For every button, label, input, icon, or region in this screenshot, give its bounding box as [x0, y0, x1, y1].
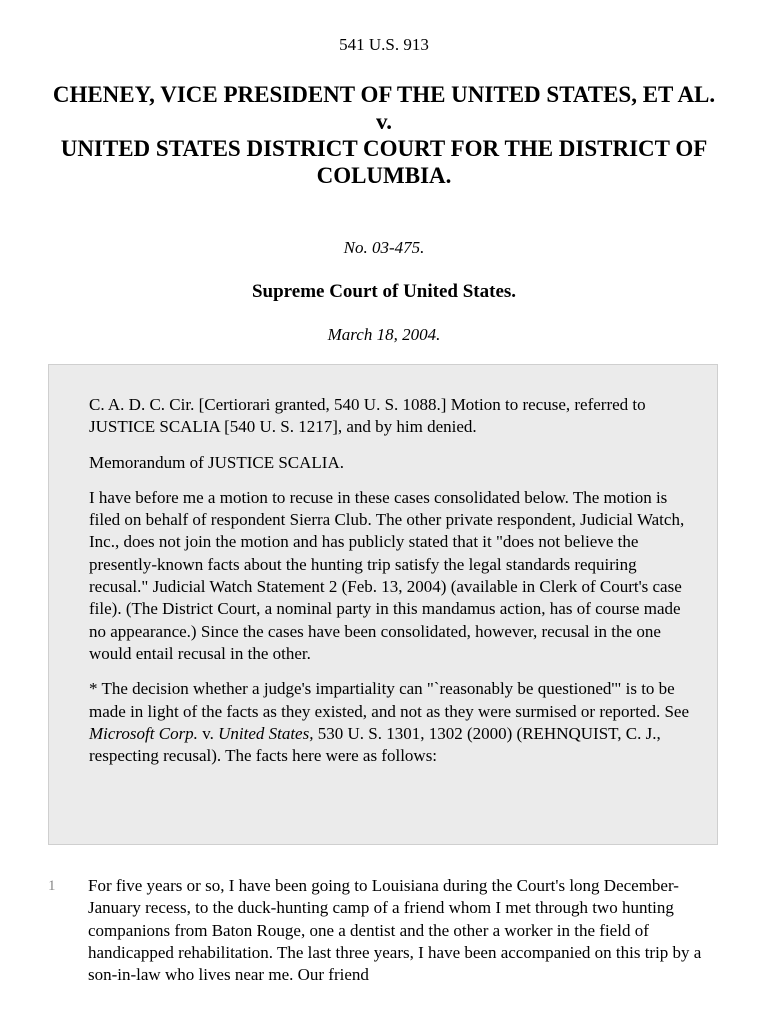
- court-name: Supreme Court of United States.: [251, 281, 517, 302]
- paragraph-number: 1: [48, 878, 56, 894]
- case-title: [40, 81, 728, 189]
- paragraph-text: For five years or so, I have been going to Louisiana during the Court's long December-January recess, to the duck-hunting camp of a friend whom I met through two hunting companions from Baton Rouge, one a dentist and the other a worker in the field of handicapped rehabilitation. The last three years, I have been accompanied on this trip by a son-in-law who lives near me. Our friend: [88, 876, 702, 985]
- case-reference-microsoft: Microsoft Corp.: [89, 723, 198, 743]
- summary-content: [89, 394, 689, 780]
- case-reference-united-states: United States,: [218, 723, 314, 743]
- footnote-text-end: 530 U. S. 1301, 1302 (2000) (REHNQUIST, C. J., respecting recusal). The facts here were as follows:: [89, 723, 661, 766]
- versus-label: v.: [376, 109, 392, 134]
- memorandum-heading: Memorandum of JUSTICE SCALIA.: [89, 452, 344, 472]
- case-citation: 541 U.S. 913: [339, 35, 429, 54]
- footnote-text-start: * The decision whether a judge's impartiality can "`reasonably be questioned'" is to be made in light of the facts as they existed, and not as they were surmised or reported. See: [89, 679, 690, 721]
- decision-date: March 18, 2004.: [327, 325, 441, 344]
- footnote-paragraph: [89, 678, 689, 767]
- summary-box: [48, 364, 718, 845]
- procedural-history: C. A. D. C. Cir. [Certiorari granted, 540 U. S. 1088.] Motion to recuse, referred to JUSTICE SCALIA [540 U. S. 1217], and by him denied.: [89, 395, 646, 437]
- petitioner-name: CHENEY, VICE PRESIDENT OF THE UNITED STATES, ET AL.: [52, 82, 716, 107]
- docket-number: No. 03-475.: [343, 238, 425, 257]
- opening-paragraph: I have before me a motion to recuse in these cases consolidated below. The motion is filed on behalf of respondent Sierra Club. The other private respondent, Judicial Watch, Inc., does not join the motion and has publicly stated that it "does not believe the presently-known facts about the hunting trip satisfy the legal standards requiring recusal." Judicial Watch Statement 2 (Feb. 13, 2004) (available in Clerk of Court's case file). (The District Court, a nominal party in this mandamus action, has of course made no appearance.) Since the cases have been consolidated, however, recusal in the one would entail recusal in the other.: [89, 487, 685, 663]
- respondent-name: UNITED STATES DISTRICT COURT FOR THE DISTRICT OF COLUMBIA.: [60, 136, 708, 188]
- case-reference-versus: v.: [197, 723, 219, 743]
